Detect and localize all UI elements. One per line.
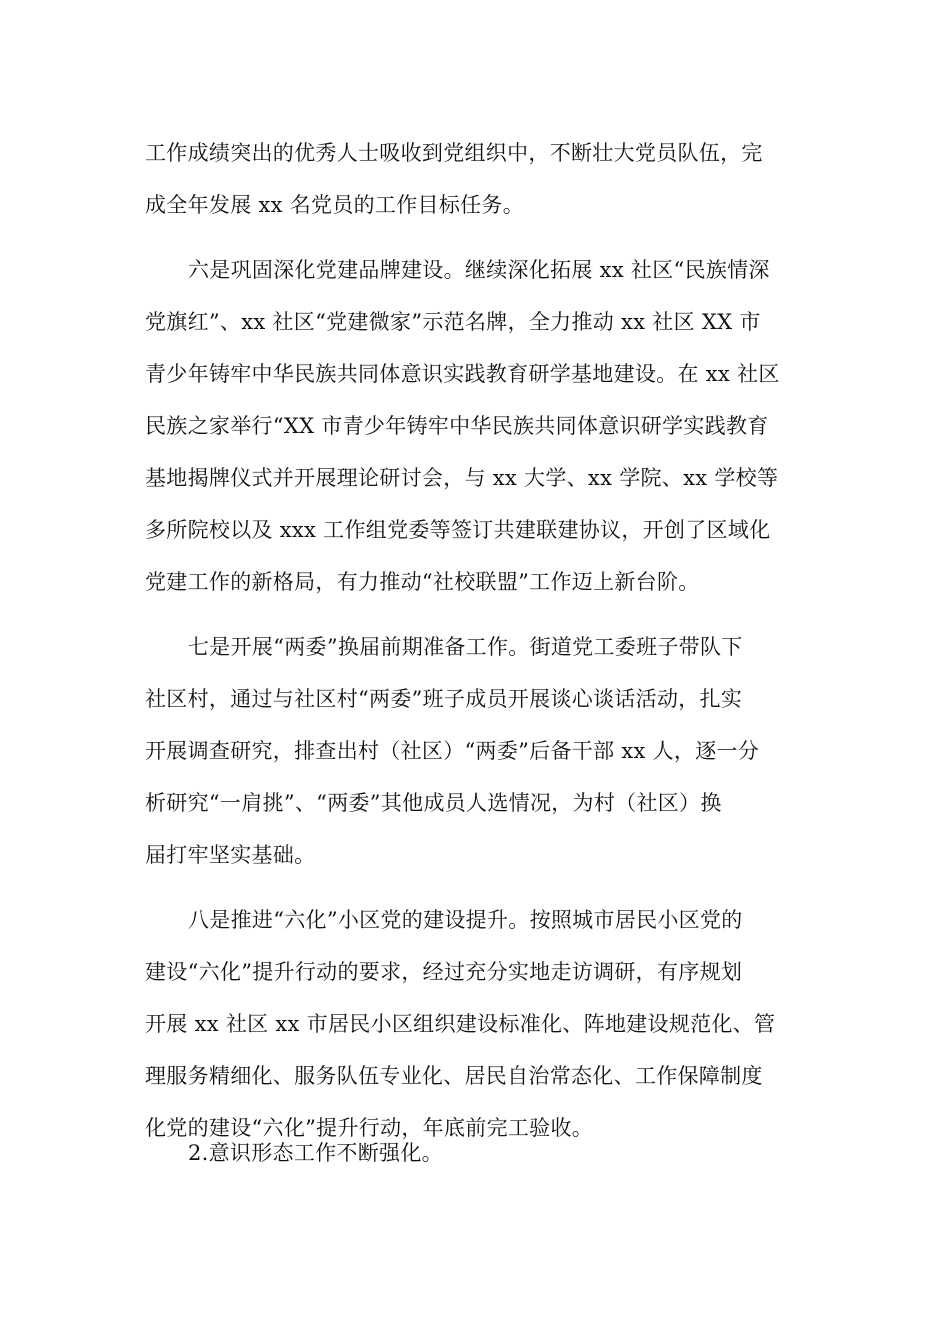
- text-line: 建设“六化”提升行动的要求，经过充分实地走访调研，有序规划: [145, 960, 743, 984]
- text-line: 民族之家举行“XX 市青少年铸牢中华民族共同体意识研学实践教育: [145, 414, 769, 438]
- text-line: 工作成绩突出的优秀人士吸收到党组织中，不断壮大党员队伍，完: [145, 141, 763, 165]
- text-line: 基地揭牌仪式并开展理论研讨会，与 xx 大学、xx 学院、xx 学校等: [145, 466, 779, 490]
- text-line: 多所院校以及 xxx 工作组党委等签订共建联建协议，开创了区域化: [145, 518, 771, 542]
- text-line: 青少年铸牢中华民族共同体意识实践教育研学基地建设。在 xx 社区: [145, 362, 780, 386]
- text-line: 七是开展“两委”换届前期准备工作。街道党工委班子带队下: [188, 635, 743, 659]
- text-line: 开展调查研究，排查出村（社区）“两委”后备干部 xx 人，逐一分: [145, 739, 760, 763]
- text-line: 社区村，通过与社区村“两委”班子成员开展谈心谈话活动，扎实: [145, 687, 743, 711]
- text-line: 开展 xx 社区 xx 市居民小区组织建设标准化、阵地建设规范化、管: [145, 1012, 776, 1036]
- text-line: 析研究“一肩挑”、“两委”其他成员人选情况，为村（社区）换: [145, 791, 722, 815]
- text-line: 届打牢坚实基础。: [145, 843, 316, 867]
- text-line: 2.意识形态工作不断强化。: [188, 1141, 443, 1165]
- text-line: 八是推进“六化”小区党的建设提升。按照城市居民小区党的: [188, 908, 743, 932]
- text-line: 党建工作的新格局，有力推动“社校联盟”工作迈上新台阶。: [145, 570, 700, 594]
- text-line: 六是巩固深化党建品牌建设。继续深化拓展 xx 社区“民族情深: [188, 258, 770, 282]
- text-line: 理服务精细化、服务队伍专业化、居民自治常态化、工作保障制度: [145, 1064, 763, 1088]
- text-line: 成全年发展 xx 名党员的工作目标任务。: [145, 193, 525, 217]
- text-line: 党旗红”、xx 社区“党建微家”示范名牌，全力推动 xx 社区 XX 市: [145, 310, 761, 334]
- text-line: 化党的建设“六化”提升行动，年底前完工验收。: [145, 1116, 594, 1140]
